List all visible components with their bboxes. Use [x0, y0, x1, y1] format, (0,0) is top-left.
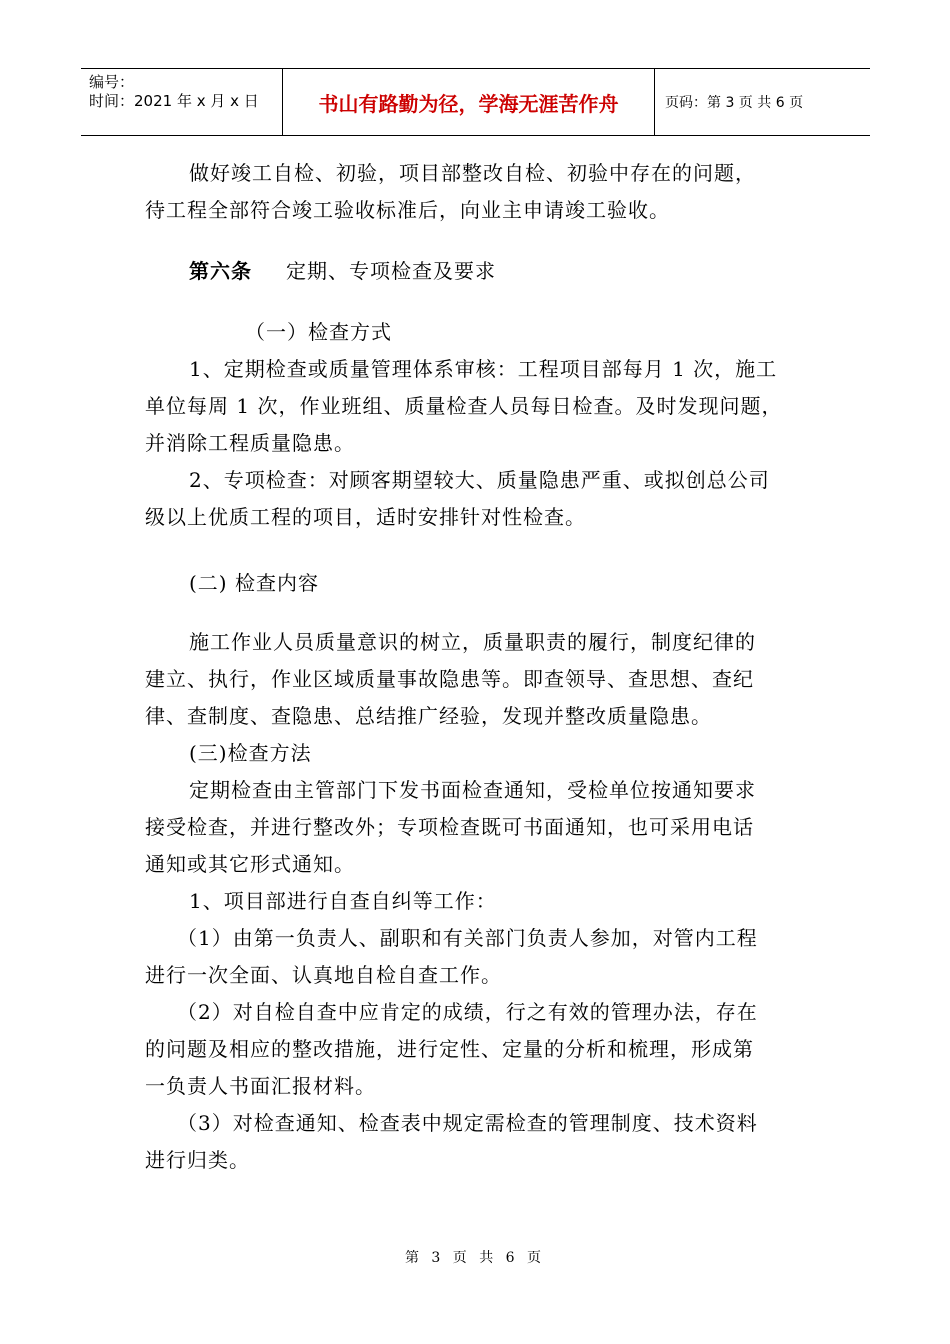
text-line: 律、查制度、查隐患、总结推广经验，发现并整改质量隐患。 [145, 704, 712, 728]
text-line: 1、项目部进行自查自纠等工作： [189, 889, 497, 913]
date-label: 时间：2021 年 x 月 x 日 [89, 92, 259, 110]
text-line: 进行归类。 [145, 1148, 250, 1172]
text-line: 级以上优质工程的项目，适时安排针对性检查。 [145, 505, 586, 529]
header-page-number: 页码：第 3 页 共 6 页 [665, 95, 804, 111]
text-line: 的问题及相应的整改措施，进行定性、定量的分析和梳理，形成第 [145, 1037, 754, 1061]
text-line: 施工作业人员质量意识的树立，质量职责的履行，制度纪律的 [189, 630, 756, 654]
text-line: （3）对检查通知、检查表中规定需检查的管理制度、技术资料 [177, 1111, 758, 1135]
text-line: 接受检查，并进行整改外；专项检查既可书面通知，也可采用电话 [145, 815, 754, 839]
header-motto: 书山有路勤为径，学海无涯苦作舟 [283, 69, 655, 135]
text-line: 建立、执行，作业区域质量事故隐患等。即查领导、查思想、查纪 [145, 667, 754, 691]
text-line: 并消除工程质量隐患。 [145, 431, 355, 455]
text-line: 待工程全部符合竣工验收标准后，向业主申请竣工验收。 [145, 198, 670, 222]
section-title: （一）检查方式 [245, 320, 392, 344]
text-line: （1）由第一负责人、副职和有关部门负责人参加，对管内工程 [177, 926, 758, 950]
article-heading [145, 253, 810, 290]
text-line: 进行一次全面、认真地自检自查工作。 [145, 963, 502, 987]
header-meta [81, 69, 283, 135]
text-line: 1、定期检查或质量管理体系审核：工程项目部每月 1 次，施工 [189, 357, 778, 381]
section-2-body [145, 624, 810, 1179]
text-line: （2）对自检自查中应肯定的成绩，行之有效的管理办法，存在 [177, 1000, 758, 1024]
paragraph-1 [145, 155, 810, 229]
text-line: 2、专项检查：对顾客期望较大、质量隐患严重、或拟创总公司 [189, 468, 770, 492]
text-line: 一负责人书面汇报材料。 [145, 1074, 376, 1098]
article-number: 第六条 [189, 259, 252, 283]
page-footer: 第 3 页 共 6 页 [404, 1250, 546, 1266]
page-header [81, 68, 870, 136]
article-title: 定期、专项检查及要求 [286, 259, 496, 283]
text-line: 定期检查由主管部门下发书面检查通知，受检单位按通知要求 [189, 778, 756, 802]
section-1 [145, 314, 810, 536]
section-2 [145, 565, 810, 602]
text-line: 通知或其它形式通知。 [145, 852, 355, 876]
section-title: (三)检查方法 [189, 741, 312, 765]
text-line: 单位每周 1 次，作业班组、质量检查人员每日检查。及时发现问题， [145, 394, 783, 418]
section-title: (二) 检查内容 [189, 571, 319, 595]
code-label: 编号： [89, 73, 135, 91]
text-line: 做好竣工自检、初验，项目部整改自检、初验中存在的问题， [189, 161, 756, 185]
